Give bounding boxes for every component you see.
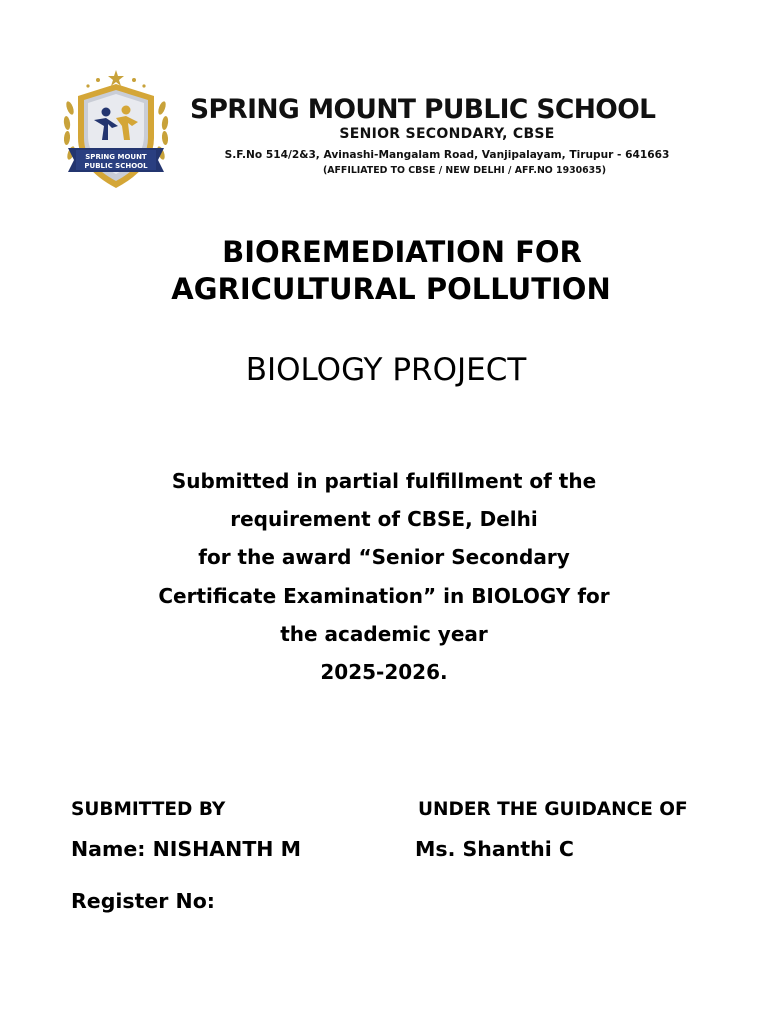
school-affiliation: (AFFILIATED TO CBSE / NEW DELHI / AFF.NO 1930635) bbox=[322, 165, 606, 176]
submission-line: Submitted in partial fulfillment of the bbox=[171, 469, 597, 493]
guidance-label: UNDER THE GUIDANCE OF bbox=[418, 799, 688, 820]
project-title-line1: BIOREMEDIATION FOR bbox=[222, 235, 582, 269]
register-number-label: Register No: bbox=[71, 889, 215, 913]
student-name: Name: NISHANTH M bbox=[71, 837, 301, 861]
school-name: SPRING MOUNT PUBLIC SCHOOL bbox=[190, 94, 656, 125]
project-title-line2: AGRICULTURAL POLLUTION bbox=[171, 272, 611, 306]
submission-line: Certificate Examination” in BIOLOGY for bbox=[158, 583, 610, 608]
school-logo-icon bbox=[58, 68, 174, 192]
school-address: S.F.No 514/2&3, Avinashi-Mangalam Road, Vanjipalayam, Tirupur - 641663 bbox=[224, 149, 670, 161]
svg-text:SPRING MOUNT: SPRING MOUNT bbox=[85, 153, 147, 161]
svg-text:PUBLIC SCHOOL: PUBLIC SCHOOL bbox=[84, 162, 148, 170]
submission-statement bbox=[0, 462, 768, 691]
submission-line: 2025-2026. bbox=[320, 660, 448, 685]
submission-line: requirement of CBSE, Delhi bbox=[230, 507, 538, 532]
submitted-by-label: SUBMITTED BY bbox=[71, 799, 226, 820]
guide-name: Ms. Shanthi C bbox=[415, 837, 574, 861]
submission-line: for the award “Senior Secondary bbox=[198, 545, 570, 570]
project-title bbox=[0, 234, 768, 308]
school-level: SENIOR SECONDARY, CBSE bbox=[339, 126, 555, 142]
submission-line: the academic year bbox=[280, 621, 488, 646]
project-subtitle: BIOLOGY PROJECT bbox=[245, 352, 527, 388]
